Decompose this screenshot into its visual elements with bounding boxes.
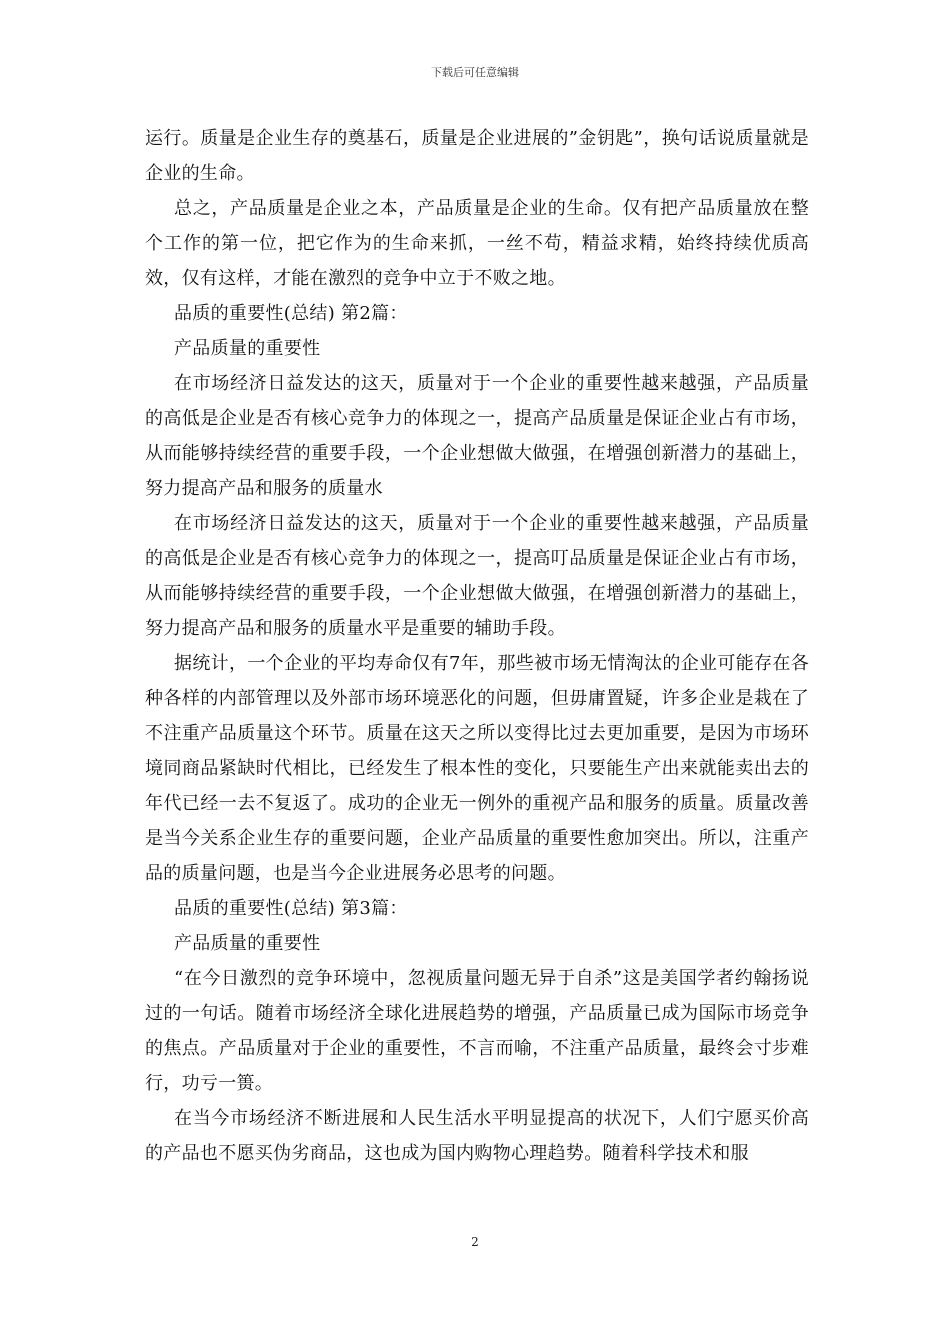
document-body [145,121,809,1171]
paragraph: 总之，产品质量是企业之本，产品质量是企业的生命。仅有把产品质量放在整个工作的第一位，把它作为的生命来抓，一丝不苟，精益求精，始终持续优质高效，仅有这样，才能在激烈的竞争中立于不败之地。 [145,198,809,289]
section-title: 产品质量的重要性 [174,933,321,954]
section-heading: 品质的重要性(总结) 第3篇： [174,898,408,919]
paragraph: 据统计，一个企业的平均寿命仅有7年，那些被市场无情淘汰的企业可能存在各种各样的内部管理以及外部市场环境恶化的问题，但毋庸置疑，许多企业是栽在了不注重产品质量这个环节。质量在这天之所以变得比过去更加重要，是因为市场环境同商品紧缺时代相比，已经发生了根本性的变化，只要能生产出来就能卖出去的年代已经一去不复返了。成功的企业无一例外的重视产品和服务的质量。质量改善是当今关系企业生存的重要问题，企业产品质量的重要性愈加突出。所以，注重产品的质量问题，也是当今企业进展务必思考的问题。 [145,653,809,884]
section-heading: 品质的重要性(总结) 第2篇： [174,303,408,324]
paragraph: 在市场经济日益发达的这天，质量对于一个企业的重要性越来越强，产品质量的高低是企业是否有核心竞争力的体现之一，提高叮品质量是保证企业占有市场，从而能够持续经营的重要手段，一个企业想做大做强，在增强创新潜力的基础上，努力提高产品和服务的质量水平是重要的辅助手段。 [145,513,809,639]
section-title: 产品质量的重要性 [174,338,321,359]
paragraph: 在当今市场经济不断进展和人民生活水平明显提高的状况下，人们宁愿买价高的产品也不愿买伪劣商品，这也成为国内购物心理趋势。随着科学技术和服 [145,1108,809,1164]
paragraph: 运行。质量是企业生存的奠基石，质量是企业进展的”金钥匙”，换句话说质量就是企业的生命。 [145,128,809,184]
page-header: 下载后可任意编辑 [431,66,519,79]
paragraph: 在市场经济日益发达的这天，质量对于一个企业的重要性越来越强，产品质量的高低是企业是否有核心竞争力的体现之一，提高产品质量是保证企业占有市场，从而能够持续经营的重要手段，一个企业想做大做强，在增强创新潜力的基础上，努力提高产品和服务的质量水 [145,373,809,499]
paragraph: “在今日激烈的竞争环境中，忽视质量问题无异于自杀”这是美国学者约翰扬说过的一句话。随着市场经济全球化进展趋势的增强，产品质量已成为国际市场竞争的焦点。产品质量对于企业的重要性，不言而喻，不注重产品质量，最终会寸步难行，功亏一篑。 [145,968,809,1094]
page-number: 2 [471,1235,479,1249]
